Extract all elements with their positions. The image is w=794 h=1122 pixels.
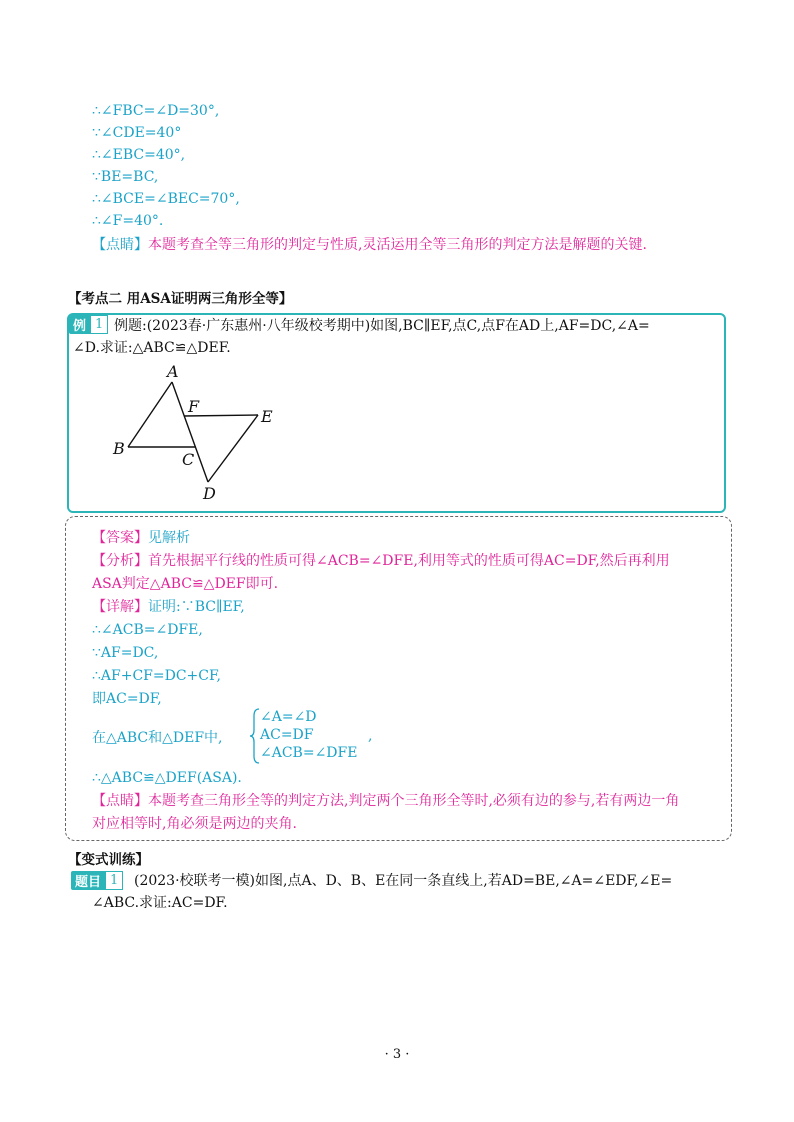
label-A: A [167,362,179,381]
system-line-1: ∠A=∠D [260,709,317,725]
detail-tag: 【详解】 [92,599,148,615]
solution-line-4: ∵BE=BC, [92,169,159,185]
label-B: B [113,439,125,458]
solution-line-5: ∴∠BCE=∠BEC=70°, [92,191,240,207]
solution-line-1: ∴∠FBC=∠D=30°, [92,103,220,119]
system-line-2: AC=DF [260,727,314,743]
analysis-line-2: ASA判定△ABC≌△DEF即可. [92,576,279,592]
page-number: · 3 · [384,1047,410,1062]
segment-ED [208,415,258,482]
detail-line-4: ∴AF+CF=DC+CF, [92,668,221,684]
top-comment-tag: 【点睛】 [92,237,148,253]
label-D: D [203,484,216,503]
triangle-figure [100,358,290,508]
comment-tag: 【点睛】 [92,793,148,809]
conclusion-line: ∴△ABC≌△DEF(ASA). [92,770,242,786]
detail-line-1 [92,597,245,617]
answer-tag: 【答案】 [92,530,148,546]
analysis-line-1 [92,551,670,571]
label-E: E [261,407,273,426]
analysis-tag: 【分析】 [92,553,148,569]
solution-line-2: ∵∠CDE=40° [92,125,182,141]
example-tag [69,315,108,334]
analysis-text-1: 首先根据平行线的性质可得∠ACB=∠DFE,利用等式的性质可得AC=DF,然后再利用 [148,553,670,569]
example-tag-label: 例 [69,315,90,334]
variant-heading: 【变式训练】 [68,852,149,868]
section-heading: 【考点二 用ASA证明两三角形全等】 [68,291,293,307]
answer-text: 见解析 [148,530,190,546]
detail-text-1: 证明:∵BC∥EF, [148,599,245,615]
variant-tag-label: 题目 [71,871,105,890]
comment-text-1: 本题考查三角形全等的判定方法,判定两个三角形全等时,必须有边的参与,若有两边一角 [148,793,680,809]
solution-line-3: ∴∠EBC=40°, [92,147,186,163]
variant-line-1: (2023·校联考一模)如图,点A、D、B、E在同一条直线上,若AD=BE,∠A=∠EDF,∠E= [134,873,673,889]
detail-line-3: ∵AF=DC, [92,645,159,661]
solution-line-6: ∴∠F=40°. [92,213,164,229]
variant-tag-number: 1 [105,871,123,890]
comment-line-2: 对应相等时,角必须是两边的夹角. [92,816,297,832]
variant-line-2: ∠ABC.求证:AC=DF. [92,895,228,911]
system-prefix: 在△ABC和△DEF中, [92,730,223,746]
example-tag-number: 1 [90,315,108,334]
answer-line [92,528,190,548]
example-line-1: 例题:(2023春·广东惠州·八年级校考期中)如图,BC∥EF,点C,点F在AD上,AF=DC,∠A= [114,318,650,334]
detail-line-5: 即AC=DF, [92,691,162,707]
variant-tag [71,871,123,890]
system-line-3: ∠ACB=∠DFE [260,745,358,761]
segment-AB [128,382,172,447]
top-comment [92,235,647,255]
label-C: C [182,450,195,469]
comment-line-1 [92,791,679,811]
label-F: F [188,397,200,416]
top-comment-text: 本题考查全等三角形的判定与性质,灵活运用全等三角形的判定方法是解题的关键. [148,237,647,253]
system-suffix: , [368,728,373,744]
detail-line-2: ∴∠ACB=∠DFE, [92,622,203,638]
example-line-2: ∠D.求证:△ABC≌△DEF. [73,340,231,356]
